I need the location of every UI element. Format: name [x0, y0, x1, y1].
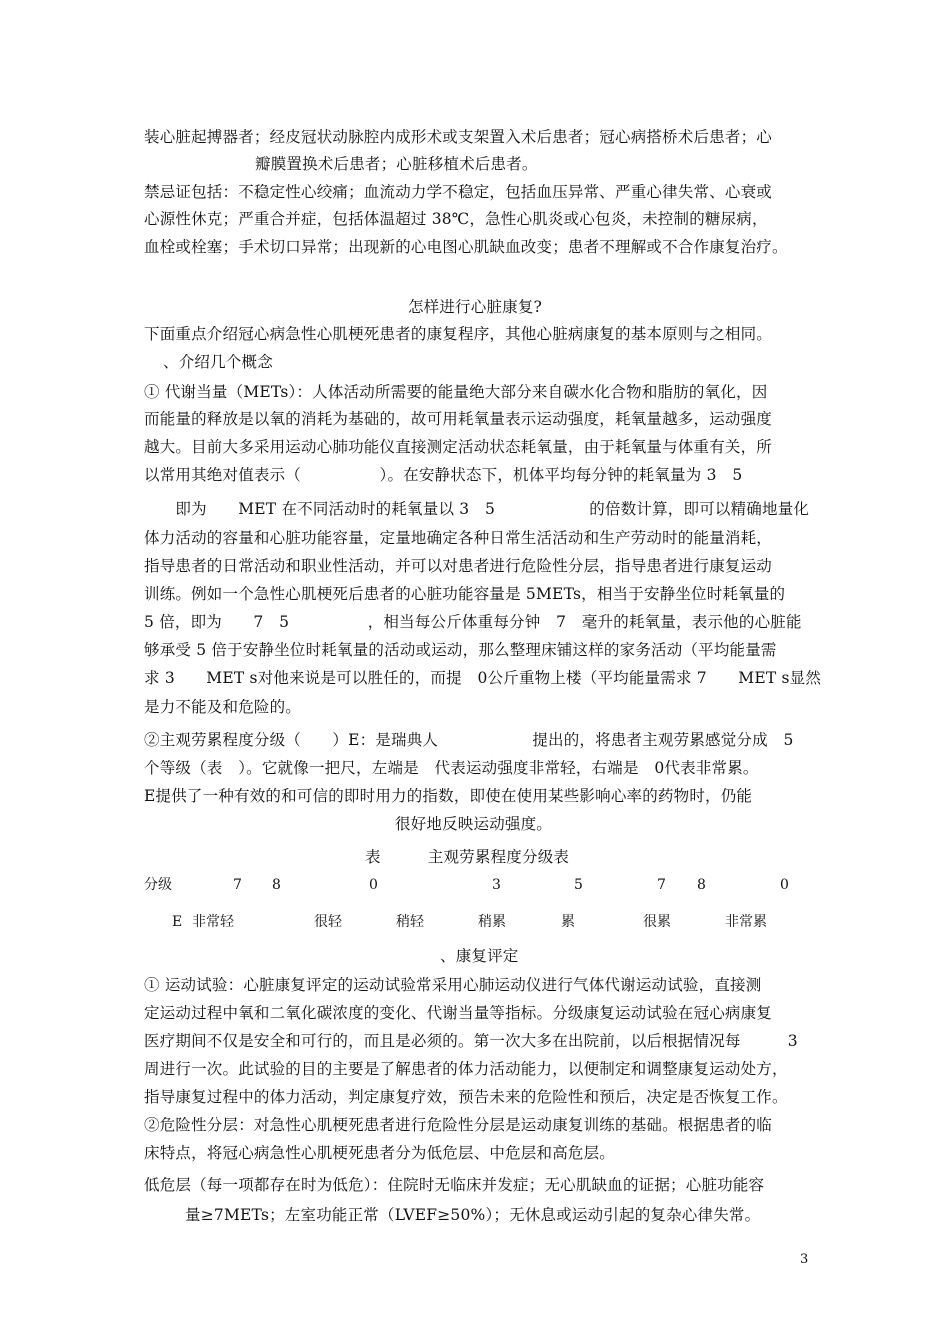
text-line: 下面重点介绍冠心病急性心肌梗死患者的康复程序，其他心脏病康复的基本原则与之相同。	[144, 325, 773, 343]
text-line: 很好地反映运动强度。	[395, 815, 553, 833]
text-line: 越大。目前大多采用运动心肺功能仪直接测定活动状态耗氧量，由于耗氧量与体重有关，所	[144, 438, 773, 456]
table-cell: 0	[369, 877, 378, 893]
text-line: 周进行一次。此试验的目的主要是了解患者的体力活动能力，以便制定和调整康复运动处方，	[144, 1060, 788, 1078]
table-cell: 累	[561, 914, 575, 930]
text-line: ① 运动试验：心脏康复评定的运动试验常采用心肺运动仪进行气体代谢运动试验，直接测	[144, 976, 762, 994]
text-line: 是力不能及和危险的。	[144, 698, 302, 716]
text-line: 量≥7METs；左室功能正常（LVEF≥50%）；无休息或运动引起的复杂心律失常。	[185, 1206, 761, 1224]
page-number: 3	[800, 1252, 809, 1267]
text-line: 禁忌证包括：不稳定性心绞痛；血流动力学不稳定，包括血压异常、严重心律失常、心衰或	[144, 183, 773, 201]
text-line: 5 倍，即为 7 5 ，相当每公斤体重每分钟 7 毫升的耗氧量，表示他的心脏能	[144, 613, 802, 631]
text-line: ① 代谢当量（METs）：人体活动所需要的能量绝大部分来自碳水化合物和脂肪的氧化，因	[144, 383, 768, 401]
table-cell: 7	[233, 877, 242, 893]
text-line: 求 3 MET s对他来说是可以胜任的，而提 0公斤重物上楼（平均能量需求 7 MET s显然	[144, 669, 822, 687]
text-line: E提供了一种有效的和可信的即时用力的指数，即使在使用某些影响心率的药物时，仍能	[144, 787, 753, 805]
text-line: 血栓或栓塞；手术切口异常；出现新的心电图心肌缺血改变；患者不理解或不合作康复治疗。	[144, 238, 788, 256]
table-cell: E	[172, 914, 183, 930]
text-line: 够承受 5 倍于安静坐位时耗氧量的活动或运动，那么整理床铺这样的家务活动（平均能量需	[144, 641, 777, 659]
table-cell: 非常累	[725, 914, 767, 930]
text-line: 装心脏起搏器者；经皮冠状动脉腔内成形术或支架置入术后患者；冠心病搭桥术后患者；心	[144, 128, 773, 146]
table-cell: 很轻	[314, 914, 342, 930]
table-cell: 8	[272, 877, 281, 893]
text-line: 医疗期间不仅是安全和可行的，而且是必须的。第一次大多在出院前，以后根据情况每 3	[144, 1032, 798, 1050]
table-cell: 很累	[643, 914, 671, 930]
section-heading: 怎样进行心脏康复?	[407, 298, 543, 316]
text-line: 定运动过程中氧和二氧化碳浓度的变化、代谢当量等指标。分级康复运动试验在冠心病康复	[144, 1004, 773, 1022]
text-line: ②危险性分层：对急性心肌梗死患者进行危险性分层是运动康复训练的基础。根据患者的临	[144, 1116, 773, 1134]
text-line: ②主观劳累程度分级（ ）E：是瑞典人 提出的，将患者主观劳累感觉分成 5	[144, 731, 794, 749]
table-cell: 0	[780, 877, 789, 893]
table-cell: 8	[697, 877, 706, 893]
table-caption: 表 主观劳累程度分级表	[365, 848, 570, 866]
table-cell: 7	[657, 877, 666, 893]
text-line: 指导康复过程中的体力活动，判定康复疗效，预告未来的危险性和预后，决定是否恢复工作。	[144, 1088, 788, 1106]
table-cell: 稍累	[478, 914, 506, 930]
text-line: 床特点，将冠心病急性心肌梗死患者分为低危层、中危层和高危层。	[144, 1144, 616, 1162]
text-line: 瓣膜置换术后患者；心脏移植术后患者。	[255, 155, 538, 173]
table-cell: 稍轻	[396, 914, 424, 930]
table-cell: 非常轻	[192, 914, 234, 930]
text-line: 个等级（表 ）。它就像一把尺，左端是 代表运动强度非常轻，右端是 0代表非常累。	[144, 759, 759, 777]
subsection-heading: 、介绍几个概念	[163, 353, 273, 371]
text-line: 而能量的释放是以氧的消耗为基础的，故可用耗氧量表示运动强度，耗氧量越多，运动强度	[144, 410, 773, 428]
text-line: 以常用其绝对值表示（ ）。在安静状态下，机体平均每分钟的耗氧量为 3 5	[144, 466, 743, 484]
table-cell: 分级	[144, 877, 172, 893]
text-line: 低危层（每一项都存在时为低危）：住院时无临床并发症；无心肌缺血的证据；心脏功能容	[144, 1176, 765, 1194]
text-line: 体力活动的容量和心脏功能容量，定量地确定各种日常生活活动和生产劳动时的能量消耗，	[144, 529, 773, 547]
text-line: 即为 MET 在不同活动时的耗氧量以 3 5 的倍数计算，即可以精确地量化	[144, 500, 810, 518]
text-line: 指导患者的日常活动和职业性活动，并可以对患者进行危险性分层，指导患者进行康复运动	[144, 557, 773, 575]
text-line: 训练。例如一个急性心肌梗死后患者的心脏功能容量是 5METs，相当于安静坐位时耗氧量的	[144, 585, 786, 603]
subsection-heading: 、康复评定	[440, 947, 519, 965]
table-cell: 3	[492, 877, 501, 893]
table-cell: 5	[574, 877, 583, 893]
text-line: 心源性休克；严重合并症，包括体温超过 38℃，急性心肌炎或心包炎，未控制的糖尿病，	[144, 210, 768, 228]
